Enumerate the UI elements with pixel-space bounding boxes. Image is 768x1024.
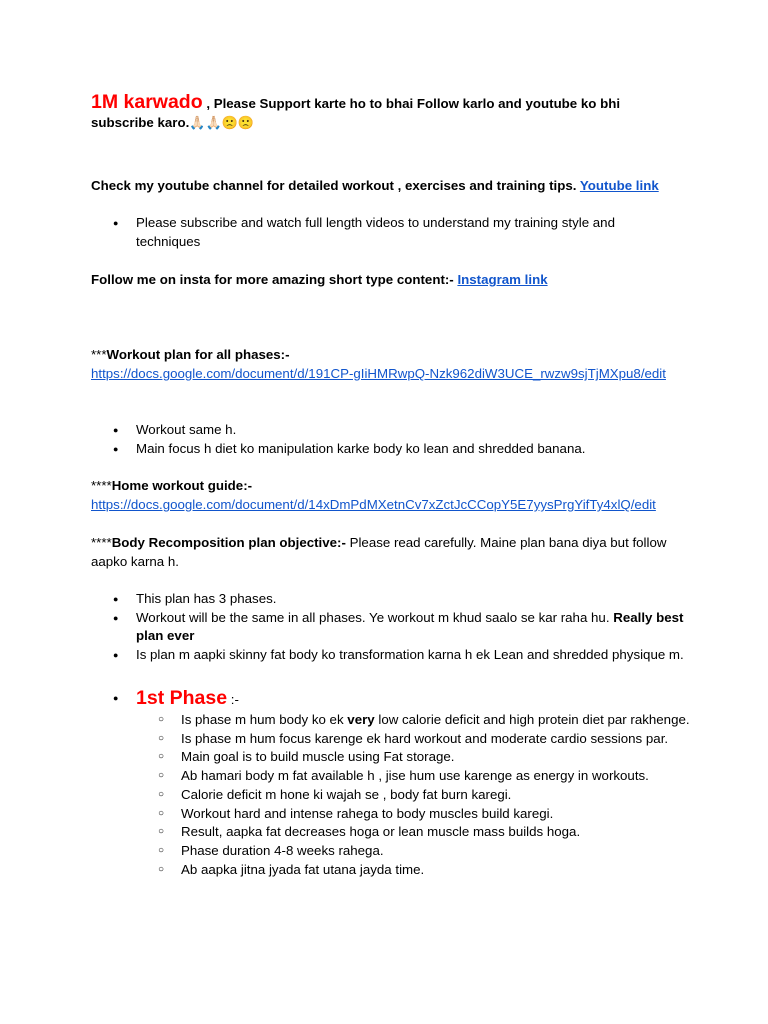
list-item (91, 609, 691, 646)
emoji-group: 🙏🏻🙏🏻🙁🙁 (189, 114, 255, 130)
list-item-emphasis: Really best plan ever (136, 609, 684, 644)
instagram-link[interactable]: Instagram link (457, 272, 548, 287)
recomp-text: Please read carefully. Maine plan bana diya but follow aapko karna h. (91, 535, 667, 569)
list-item: ○ Main goal is to build muscle using Fat storage. (91, 748, 691, 767)
list-item: ○ Ab aapka jitna jyada fat utana jayda time. (91, 861, 691, 880)
phase-title: 1st Phase (136, 687, 228, 709)
list-item: ○ Is phase m hum focus karenge ek hard workout and moderate cardio sessions par. (91, 730, 691, 749)
home-workout-url-paragraph (91, 496, 691, 515)
list-item-emphasis: very (347, 712, 375, 727)
workout-plan-bullets (91, 421, 681, 458)
youtube-text: Check my youtube channel for detailed workout , exercises and training tips. (91, 178, 580, 193)
workout-plan-link[interactable]: https://docs.google.com/document/d/191CP-gIiHMRwpQ-Nzk962diW3UCE_rwzw9sjTjMXpu8/edit (91, 366, 666, 381)
list-item: ● Please subscribe and watch full length videos to understand my training style and techniques (91, 214, 681, 251)
list-item: ● Workout same h. (91, 421, 681, 440)
youtube-paragraph (91, 177, 681, 196)
workout-plan-heading (91, 346, 681, 365)
recomp-paragraph (91, 534, 671, 571)
recomp-title: Body Recomposition plan objective:- (111, 535, 346, 550)
asterisk-prefix: *** (91, 347, 107, 362)
asterisk-prefix: **** (91, 535, 112, 550)
youtube-link[interactable]: Youtube link (579, 178, 659, 193)
list-item (91, 711, 691, 730)
list-item: ● Is plan m aapki skinny fat body ko transformation karna h ek Lean and shredded physique m. (91, 646, 691, 665)
list-item: ○ Result, aapka fat decreases hoga or lean muscle mass builds hoga. (91, 823, 691, 842)
asterisk-prefix: **** (91, 478, 112, 493)
support-text: , Please Support karte ho to bhai Follow karlo and youtube ko bhi subscribe karo. (91, 96, 621, 130)
home-workout-link[interactable]: https://docs.google.com/document/d/14xDmPdMXetnCv7xZctJcCCopY5E7yysPrgYifTy4xlQ/edit (91, 497, 656, 512)
phase-suffix: :- (227, 692, 239, 707)
list-item: ○ Ab hamari body m fat available h , jise hum use karenge as energy in workouts. (91, 767, 691, 786)
list-item: ● Main focus h diet ko manipulation karke body ko lean and shredded banana. (91, 440, 681, 459)
workout-plan-url-paragraph (91, 365, 679, 384)
workout-plan-title: Workout plan for all phases:- (106, 347, 290, 362)
home-workout-heading (91, 477, 681, 496)
list-item: ○ Workout hard and intense rahega to body muscles build karegi. (91, 805, 691, 824)
headline: 1M karwado (91, 91, 203, 113)
youtube-bullets (91, 214, 681, 251)
home-workout-title: Home workout guide:- (111, 478, 253, 493)
insta-paragraph (91, 271, 681, 290)
phase-heading (91, 685, 691, 713)
list-item: ○ Phase duration 4-8 weeks rahega. (91, 842, 691, 861)
phase-list (91, 685, 691, 713)
phase-items (91, 711, 691, 879)
intro-paragraph (91, 93, 681, 132)
list-item-text: Is phase m hum body ko ek (181, 712, 348, 727)
list-item-text: Workout will be the same in all phases. Ye workout m khud saalo se kar raha hu. (136, 609, 614, 625)
recomp-bullets (91, 590, 691, 665)
list-item-text: low calorie deficit and high protein diet par rakhenge. (374, 712, 690, 727)
insta-text: Follow me on insta for more amazing short type content:- (91, 272, 458, 287)
list-item: ● This plan has 3 phases. (91, 590, 691, 609)
list-item: ○ Calorie deficit m hone ki wajah se , body fat burn karegi. (91, 786, 691, 805)
